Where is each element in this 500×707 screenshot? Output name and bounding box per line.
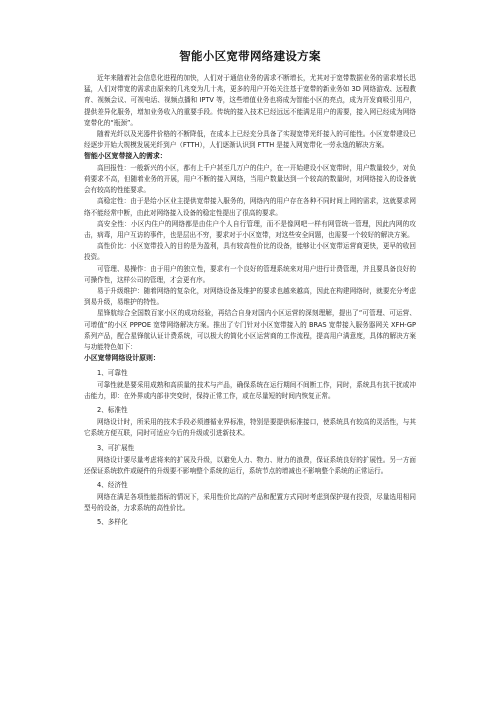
requirement-paragraph: 高安全性：小区内住户的网络都是由住户个人自行管理，而不是像网吧一样有网管统一管理，因此内网的攻击，病毒，用户互访的事件，也是层出不穷，要求对于小区宽带，对这些安全问题，也需要一个较好的解决方案。 — [84, 219, 416, 240]
requirement-paragraph: 高回报性：一般新兴的小区，都有上千户甚至几万户的住户，在一开始建设小区宽带时，用户数量较少，对负荷要求不高，但随着业务的开展，用户不断的接入网络，当用户数量达到一个较高的数量时，对网络接入的设备就会有较高的性能要求。 — [84, 163, 416, 195]
principle-heading: 1、可靠性 — [97, 368, 128, 377]
principle-text: 可靠性就是要采用成熟和高质量的技术与产品，确保系统在运行期间不间断工作，同时，系统具有抗干扰或冲击能力，即：在外界或内部非突变时，保持正常工作，或在尽量短的时间内恢复正常。 — [84, 380, 416, 400]
section-heading-requirements: 智能小区宽带接入的需求： — [84, 152, 167, 161]
principle-text: 网络设计要尽量考虑将来的扩展及升级，以避免人力、物力、财力的浪费，保证系统良好的扩展性。另一方面还保证系统软件或硬件的升级要不影响整个系统的运行，系统节点的增减也不影响整个系统的正常运行。 — [84, 455, 416, 475]
principle-heading: 4、经济性 — [97, 480, 128, 489]
requirement-paragraph: 易于升级维护：随着网络的复杂化，对网络设备及维护的要求也越来越高，因此在构建网络时，就要充分考虑到易升级，易维护的特性。 — [84, 287, 416, 307]
requirement-paragraph: 高性价比：小区宽带投入的目的是为盈利，具有较高性价比的设备，能够让小区宽带运营商更快，更早的收回投资。 — [84, 242, 416, 262]
section-heading-design-principles: 小区宽带网络设计原则： — [84, 354, 160, 363]
requirement-paragraph: 高稳定性：由于是给小区业主提供宽带接入服务的，网络内的用户存在各种不同时间上网的需求，这就要求网络不能经常中断，由此对网络接入设备的稳定性提出了很高的要求。 — [84, 197, 416, 217]
intro-paragraph: 近年来随着社会信息化进程的加快，人们对于通信业务的需求不断增长，尤其对于宽带数据业务的需求增长迅猛，人们对带宽的需求由原来的几兆变为几十兆，更多的用户开始关注基于宽带的新业务如 3D 网络游戏、远程教育、视频会议、可视电话、视频点播和 IPTV 等，这些增值业务也将成为智能小区的亮点，成为开发商吸引用户，提供差异化服务，增加业务收入的重要手段。传统的接入技术已经远远不能满足用户的需要，接入网已经成为网络宽带化的“瓶颈”。 — [84, 74, 416, 127]
principle-heading: 5、多样化 — [97, 518, 128, 527]
principle-heading: 3、可扩展性 — [97, 443, 135, 452]
solution-paragraph: 星锋航综合全国数百家小区的成功经验，再结合自身对国内小区运营的深刻理解，提出了“可管理、可运营、可增值”的小区 PPPOE 宽带网络解决方案。推出了专门针对小区宽带接入的 BRAS 宽带接入服务器网关 XFH-GP 系列产品，配合星锋航认证计费系统，可以极大的简化小区运营商的工作流程，提高用户满意度，具体的解决方案与功能特色如下： — [84, 309, 416, 352]
requirement-paragraph: 可管理、易操作：由于用户的独立性，要求有一个良好的管理系统来对用户进行计费管理，并且要具备良好的可操作性，这样公司的管理，才会更有序。 — [84, 264, 416, 284]
principle-heading: 2、标准性 — [97, 406, 128, 415]
principle-text: 网络设计时，所采用的技术手段必须遵循业界标准，特别是要提供标准接口，使系统具有较高的灵活性，与其它系统方便互联，同时可适应今后的升级或引进新技术。 — [84, 418, 416, 438]
document-title: 智能小区宽带网络建设方案 — [179, 49, 321, 63]
principle-text: 网络在满足各项性能指标的情况下，采用性价比高的产品和配置方式同时考虑到保护现有投资，尽量选用相同型号的设备，力求系统的高性价比。 — [84, 492, 416, 513]
intro-paragraph: 随着光纤以及光器件价格的不断降低，在成本上已经充分具备了实现宽带光纤接入的可能性。小区宽带建设已经逐步开始大规模发展光纤到户（FTTH），人们逐渐认识到 FTTH 是接入网宽带化一劳永逸的解决方案。 — [84, 130, 416, 150]
